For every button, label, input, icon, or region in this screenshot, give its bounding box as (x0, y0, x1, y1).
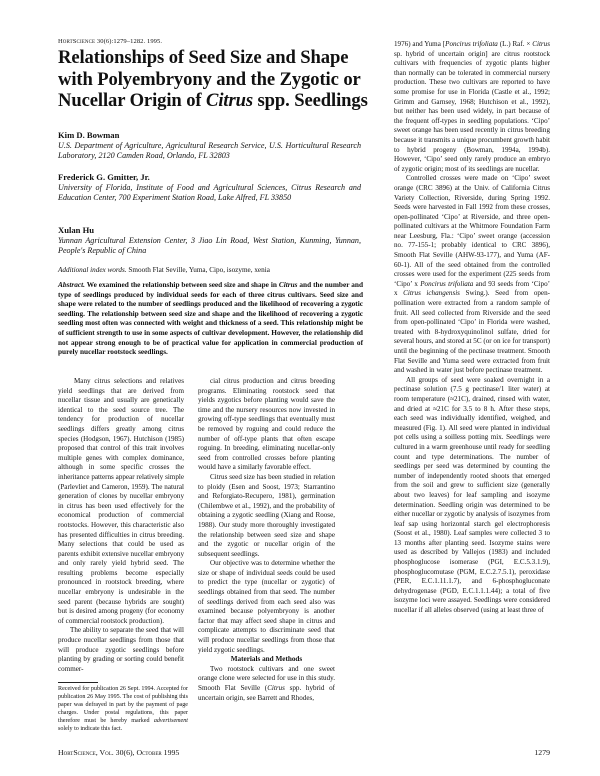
genus-name: Citrus (267, 684, 285, 692)
species-name: Citrus ichangensis (403, 289, 460, 298)
paragraph: The ability to separate the seed that will produce nucellar seedlings from those that will produce zygotic seedlings before planting by grading or sorting could benefit commer- (58, 626, 184, 673)
title-genus: Citrus (206, 90, 253, 111)
footnote-text: solely to indicate this fact. (58, 726, 123, 733)
author-name: Xulan Hu (58, 225, 95, 235)
paragraph-text: Swing.). Seed from open-pollination were extracted from a random sample of fruit. All seed collected from Riverside and the seed from open-pollinated ‘Cipo’ in Florida were washed, treated with 8-hydroxyquinolinol sulfate, dried for several hours, and stored at 5C (or on ice for transport) until the beginning of the pectinase treatment. Smooth Flat Seville and Yuma seed were extracted from fruit and washed in water just before pectinase treatment. (394, 289, 550, 375)
footnote-text: Received for publication 26 Sept. 1994. Accepted for publication 26 May 1995. The cost of publishing this paper was defrayed in part by the payment of page charges. Under postal regulations, this paper therefore must be hereby marked (58, 686, 188, 725)
index-words-text: Smooth Flat Seville, Yuma, Cipo, isozyme, xenia (126, 266, 270, 274)
abstract-label: Abstract. (58, 280, 85, 289)
abstract-text: and the number and type of seedlings produced by individual seeds for each of three citrus cultivars. Seed size and shape were related to the number of seedlings produced and the likelihood of recovering a zygotic seedling. The relationship between seed size and shape and the likelihood of recovering a zygotic seedling most often was connected with weight and thickness of a seed. This relationship might be of sufficient strength to use in some aspects of cultivar development. However, the relationship did not appear strong enough to be of practical value for application in commercial production of purely nucellar rootstock seedlings. (58, 280, 363, 357)
journal-citation: HortScience 30(6):1279–1282. 1995. (58, 38, 163, 45)
abstract-text: We examined the relationship between seed size and shape in (84, 280, 279, 289)
paragraph-text: Two rootstock cultivars and one sweet orange clone were selected for use in this study. Smooth Flat Seville ( (198, 664, 335, 692)
genus-name: Citrus (532, 40, 550, 48)
footnote-divider (58, 682, 98, 683)
paragraph-text: spp. hybrid of uncertain origin, see Barrett and Rhodes, (198, 684, 335, 702)
abstract (58, 280, 363, 357)
paragraph: cial citrus production and citrus breeding programs. Eliminating rootstock seed that yields zygotics before planting would save the time and the nursery resources now invested in growing off-type seedlings that eventually must be removed by roguing and could reduce the number of off-type plants that often escape roguing. In breeding, eliminating nucellar-only seed from controlled crosses before planting would have a similarly favorable effect. (198, 377, 335, 472)
author-affiliation: Yunnan Agricultural Extension Center, 3 Jiao Lin Road, West Station, Kunming, Yunnan, People's Republic of China (58, 236, 361, 256)
author-name: Frederick G. Gmitter, Jr. (58, 172, 150, 182)
paragraph: All groups of seed were soaked overnight in a pectinase solution (7.5 g pectinase/1 liter water) at room temperature (≈21C), drained, rinsed with water, and dried at ≈21C for 3.5 to 8 h. After these steps, each seed was individually identified, weighed, and measured (Fig. 1). All seed were planted in individual pot cells using a soilless potting mix. Seedlings were cultured in a warm greenhouse until ready for seedling count and type determinations. The number of seedlings per seed was determined by counting the number of independently rooted shoots that emerged from the soil and grew to sufficient size (generally about two leaves) for leaf sampling and isozyme determination. Seedling origin was determined to be either nucellar or zygotic by analysis of isozymes from leaf sap using horizontal starch gel electrophoresis (Soost et al., 1980). Leaf samples were collected 3 to 13 months after planting seed. Isozyme stains were used as described by Vallejos (1983) and included phosphoglucose isomerase (PGI, E.C.5.3.1.9), phosphoglucomutase (PGM, E.C.2.7.5.1), peroxidase (PER, E.C.1.11.1.7), and 6-phosphogluconate dehydrogenase (PGD, E.C.1.1.1.44); a total of five isozyme loci were assayed. Seedlings were considered nucellar if all alleles observed (using at least three of (394, 375, 551, 615)
paragraph: Many citrus selections and relatives yield seedlings that are derived from nucellar tissue and usually are genetically identical to the seed source tree. The tendency for production of nucellar seedlings differs greatly among citrus species (Hodgson, 1967). Hutchison (1985) proposed that control of this trait involves multiple genes with complex dominance, although in some specific crosses the inheritance patterns appear relatively simple (Parlevliet and Cameron, 1959). The natural generation of clones by nucellar embryony in citrus has been used effectively for the economical production of commercial rootstocks. However, this characteristic also has presented difficulties in citrus breeding. Many selections that could be used as parents exhibit extensive nucellar embryony and only rarely yield hybrid seed. The resulting problems become especially pronounced in rootstock breeding, where nucellar embryony is undesirable in the seed parent (because hybrids are sought) but is desired among progeny (for economy of commercial rootstock production). (58, 377, 184, 625)
author-name: Kim D. Bowman (58, 130, 120, 140)
author-affiliation: University of Florida, Institute of Food and Agricultural Sciences, Citrus Research and Education Center, 700 Experiment Station Road, Lake Alfred, FL 33850 (58, 183, 361, 203)
body-column-2 (198, 377, 335, 703)
index-words-label: Additional index words. (58, 266, 127, 274)
abstract-genus: Citrus (278, 280, 298, 289)
footer-journal-info: HortScience, Vol. 30(6), October 1995 (58, 748, 180, 757)
body-column-3 (394, 40, 550, 616)
title-text: Relationships of Seed Size and Shape with Polyembryony and the Zygotic or Nucellar Origin of (58, 47, 361, 111)
paragraph-text: Controlled crosses were made on ‘Cipo’ sweet orange (CRC 3896) at the Univ. of California Citrus Variety Collection, Riverside, during Spring 1992. Seeds were harvested in Fall 1992 from these crosses, open-pollinated ‘Cipo’ at Riverside, and three open-pollinated cultivars at the Whitmore Foundation Farm near Leesburg, Fla.: ‘Cipo’ sweet orange (accession no. 77-155-1; probably identical to CRC 3896), Smooth Flat Seville (AHW-93-177), and Yuma (AF-60-1). All of the seed obtained from the controlled crosses were used for the experiment (225 seeds from ‘Cipo’ x (394, 174, 550, 288)
species-name: Poncirus trifoliata (445, 40, 498, 48)
paragraph-text: sp. hybrid of uncertain origin] are citrus rootstock cultivars with frequencies of zygotic plants higher than normally can be tolerated in commercial nursery production. These two cultivars are reported to have some promise for use in Florida (Castle et al., 1992; Grimm and Garnsey, 1968; Hutchison et al., 1992), but neither has been used widely, in part because of the frequent off-types in seedling populations. ‘Cipo’ sweet orange has been used recently in citrus breeding because it transmits a unique procumbent growth habit to hybrid progeny (Bowman, 1994a, 1994b). However, ‘Cipo’ seed only rarely produce an embryo of zygotic origin; most of its seedlings are nucellar. (394, 49, 550, 173)
paragraph-text: and 93 seeds from ‘Cipo’ x (394, 279, 550, 298)
paragraph-text: (L.) Raf. × (497, 40, 533, 48)
paper-title (58, 47, 378, 112)
section-heading-materials-methods: Materials and Methods (230, 655, 303, 664)
paragraph (198, 665, 335, 703)
paragraph (394, 174, 550, 375)
page-number: 1279 (534, 748, 550, 757)
title-text-end: spp. Seedlings (253, 90, 368, 111)
footnote (58, 685, 188, 734)
body-column-1 (58, 377, 184, 674)
paragraph-text: 1976) and Yuma [ (394, 40, 446, 48)
author-affiliation: U.S. Department of Agriculture, Agricultural Research Service, U.S. Horticultural Research Laboratory, 2120 Camden Road, Orlando, FL 32803 (58, 141, 361, 161)
paragraph (394, 40, 550, 174)
footnote-emphasis: advertisement (153, 718, 188, 725)
paragraph: Our objective was to determine whether the size or shape of individual seeds could be used to predict the type (nucellar or zygotic) of seedlings obtained from that seed. The number of seedlings derived from each seed also was examined because polyembryony is another factor that may affect seed shape in citrus and complicate attempts to discriminate seed that will produce nucellar seedlings from those that yield zygotic seedlings. (198, 559, 335, 654)
paragraph: Citrus seed size has been studied in relation to ploidy (Esen and Soost, 1973; Starrantino and Reforgiato-Recupero, 1981), germination (Chilembwe et al., 1992), and the probability of obtaining a zygotic seedling (Xiang and Roose, 1988). Our study more thoroughly investigated the relationship between seed size and shape and the zygotic or nucellar origin of the subsequent seedlings. (198, 472, 335, 558)
species-name: Poncirus trifoliata (420, 279, 474, 288)
